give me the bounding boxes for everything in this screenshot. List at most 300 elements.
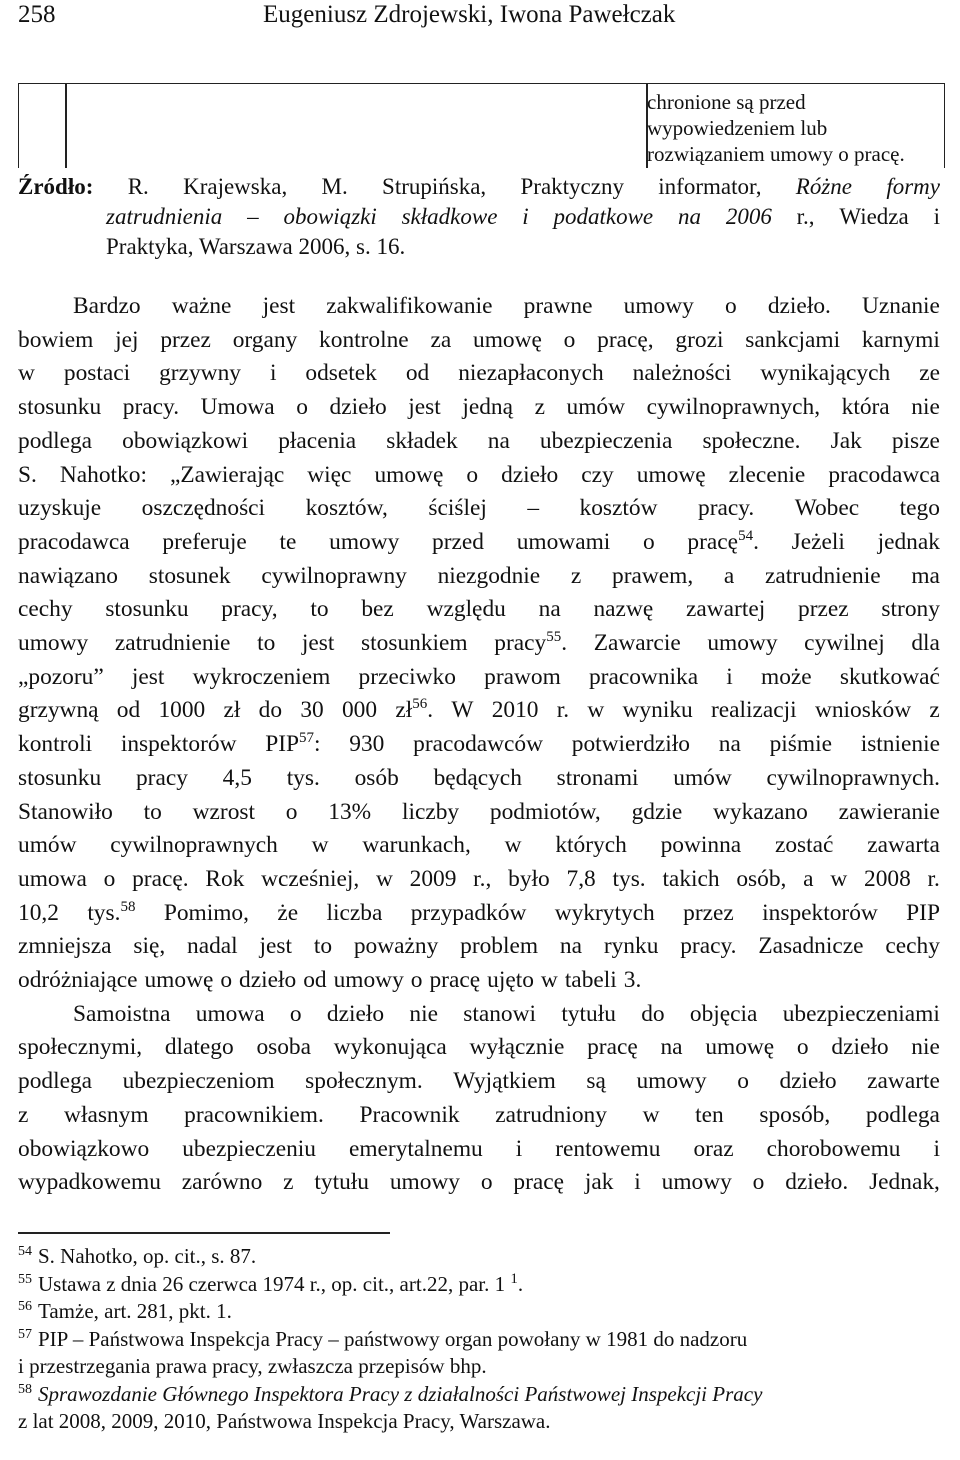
body-word: r. bbox=[556, 697, 570, 724]
body-line bbox=[18, 459, 940, 493]
body-word: pracę$^{54}$. bbox=[687, 528, 759, 555]
footnote-text: S. Nahotko, op. cit., s. 87. bbox=[38, 1244, 257, 1268]
source-word: 2006 bbox=[725, 204, 772, 229]
body-word: było bbox=[508, 865, 550, 892]
body-word: umowę bbox=[473, 326, 542, 353]
body-word: preferuje bbox=[162, 528, 247, 555]
footnote-number: 56 bbox=[18, 1299, 32, 1314]
body-word: grozi bbox=[675, 326, 724, 353]
body-word: S. bbox=[18, 461, 37, 488]
body-word: która bbox=[841, 394, 890, 421]
body-word: problem bbox=[460, 933, 539, 960]
body-word: Samoistna bbox=[73, 1000, 171, 1027]
body-word: nie bbox=[911, 394, 940, 421]
body-word: w bbox=[587, 697, 605, 724]
body-word: prawem, bbox=[612, 562, 694, 589]
body-word: liczba bbox=[326, 899, 383, 926]
body-word: oszczędności bbox=[141, 495, 266, 522]
body-word: to bbox=[143, 798, 162, 825]
body-word: rynku bbox=[603, 933, 659, 960]
footnote-reference: 58 bbox=[120, 898, 136, 915]
body-word: „pozoru” bbox=[18, 663, 104, 690]
body-word: stosunek bbox=[148, 562, 231, 589]
source-word: i bbox=[522, 204, 529, 229]
body-word: cywilnoprawnych, bbox=[646, 394, 821, 421]
body-word: społecznymi, bbox=[18, 1034, 143, 1061]
footnote-text: . bbox=[517, 1271, 524, 1296]
body-word: powinna bbox=[660, 832, 742, 859]
body-word: 13% bbox=[328, 798, 372, 825]
body-word: o bbox=[466, 461, 479, 488]
body-line bbox=[18, 425, 940, 459]
body-word: umowa bbox=[195, 1000, 265, 1027]
body-word: o bbox=[643, 528, 655, 555]
body-word: umowy bbox=[661, 1169, 732, 1196]
body-word: jest bbox=[131, 663, 165, 690]
body-line bbox=[18, 290, 940, 324]
body-word: obowiązkowi bbox=[122, 427, 249, 454]
source-word: podatkowe bbox=[553, 204, 654, 229]
body-word: warunkach, bbox=[362, 832, 471, 859]
body-word: z bbox=[283, 1169, 294, 1196]
body-word: od bbox=[116, 697, 141, 724]
body-word: strony bbox=[881, 596, 940, 623]
body-word: do bbox=[641, 1000, 665, 1027]
body-word: nadal bbox=[187, 933, 238, 960]
footnote-56 bbox=[18, 1298, 940, 1326]
body-line bbox=[18, 728, 940, 762]
body-word: niezgodnie bbox=[437, 562, 541, 589]
source-word: składkowe bbox=[401, 204, 498, 229]
table-column-divider bbox=[944, 84, 946, 168]
body-word: PIP$^{57}$: bbox=[265, 730, 321, 758]
body-word: dzieło bbox=[831, 1034, 889, 1061]
body-word: Jeżeli bbox=[791, 528, 845, 555]
body-word: umów bbox=[18, 832, 77, 859]
body-word: dzieło bbox=[239, 967, 297, 994]
body-word: bowiem bbox=[18, 326, 94, 353]
body-word: ściślej bbox=[428, 495, 487, 522]
body-word: ważne bbox=[171, 293, 232, 319]
body-word: wyłącznie bbox=[469, 1034, 565, 1061]
body-line bbox=[18, 897, 940, 931]
body-word: dzieło. bbox=[785, 1169, 849, 1196]
body-word: 000 bbox=[341, 697, 378, 724]
body-word: poważny bbox=[353, 933, 439, 960]
body-word: to bbox=[313, 933, 333, 960]
body-word: nawiązano bbox=[18, 562, 119, 589]
body-word: o bbox=[289, 1000, 302, 1027]
table-column-divider bbox=[65, 84, 67, 168]
body-word: Bardzo bbox=[73, 293, 141, 319]
footnote-57 bbox=[18, 1326, 940, 1354]
body-word: w bbox=[540, 967, 558, 994]
body-word: oraz bbox=[693, 1135, 734, 1162]
body-line bbox=[18, 998, 940, 1032]
body-word: r., bbox=[473, 865, 492, 892]
source-word: – bbox=[247, 204, 259, 229]
table-fragment bbox=[18, 83, 945, 168]
body-word: wykazano bbox=[713, 798, 808, 825]
body-line bbox=[18, 1166, 940, 1200]
body-line bbox=[18, 796, 940, 830]
body-word: z bbox=[534, 394, 545, 421]
body-word: podmiotów, bbox=[489, 798, 601, 825]
body-word: grzywną bbox=[18, 697, 99, 724]
body-word: przez bbox=[798, 596, 849, 623]
body-word: karnymi bbox=[861, 326, 940, 353]
body-word: o bbox=[480, 1169, 493, 1196]
body-word: ubezpieczeniu bbox=[182, 1135, 316, 1162]
body-word: Jak bbox=[830, 427, 862, 454]
body-word: o bbox=[103, 865, 116, 892]
body-word: umowy bbox=[329, 528, 400, 555]
body-text bbox=[18, 290, 940, 1200]
body-word: jest bbox=[262, 293, 296, 319]
source-word: zatrudnienia bbox=[106, 204, 223, 229]
table-cell-line: rozwiązaniem umowy o pracę. bbox=[647, 142, 905, 166]
body-word: zawieranie bbox=[838, 798, 940, 825]
body-line bbox=[18, 863, 940, 897]
body-line bbox=[18, 1099, 940, 1133]
body-word: że bbox=[277, 899, 299, 926]
body-word: wyniku bbox=[622, 697, 693, 724]
body-word: tytułu bbox=[314, 1169, 369, 1196]
body-word: jak bbox=[584, 1169, 614, 1196]
source-word: Wiedza bbox=[839, 204, 909, 229]
body-word: postaci bbox=[63, 360, 131, 387]
body-word: umowami bbox=[516, 528, 611, 555]
footnotes bbox=[18, 1243, 940, 1436]
table-cell-line: wypowiedzeniem lub bbox=[647, 116, 828, 140]
body-word: Pracownik bbox=[359, 1101, 460, 1128]
body-word: istnienie bbox=[860, 731, 940, 758]
body-line bbox=[18, 324, 940, 358]
body-word: umowy bbox=[623, 293, 694, 319]
footnote-text: Ustawa z dnia 26 czerwca 1974 r., op. cit., art.22, par. 1 bbox=[38, 1271, 506, 1296]
body-word: gdzie bbox=[631, 798, 683, 825]
body-word: z bbox=[18, 1101, 29, 1128]
body-word: prawne bbox=[523, 293, 593, 319]
source-word: Różne bbox=[795, 174, 852, 199]
body-word: Wyjątkiem bbox=[453, 1068, 556, 1095]
body-word: od bbox=[405, 360, 430, 387]
body-word: Stanowiło bbox=[18, 798, 113, 825]
body-word: PIP bbox=[906, 899, 940, 926]
body-word: kontrolne bbox=[319, 326, 409, 353]
source-line: Praktyka, Warszawa 2006, s. 16. bbox=[106, 234, 406, 259]
body-word: własnym bbox=[64, 1101, 149, 1128]
body-word: realizacji bbox=[710, 697, 797, 724]
body-line bbox=[18, 492, 940, 526]
body-word: Uznanie bbox=[862, 293, 940, 319]
body-word: prawom bbox=[484, 663, 561, 690]
body-line bbox=[18, 560, 940, 594]
body-word: czy bbox=[581, 461, 614, 488]
running-header bbox=[18, 0, 675, 30]
body-word: jedną bbox=[462, 394, 513, 421]
body-word: z bbox=[570, 562, 582, 589]
footnote-number: 55 bbox=[18, 1271, 32, 1287]
body-word: w bbox=[311, 832, 329, 859]
body-word: podlega bbox=[18, 1068, 93, 1095]
body-word: stosunku bbox=[18, 764, 102, 791]
body-word: wynikających bbox=[760, 360, 891, 387]
body-word: kontroli bbox=[18, 731, 93, 758]
source-label: Źródło: bbox=[18, 174, 94, 199]
body-word: zmniejsza bbox=[18, 933, 112, 960]
body-word: 3. bbox=[623, 967, 642, 994]
body-word: przez bbox=[160, 326, 211, 353]
body-word: odróżniające bbox=[18, 967, 138, 994]
body-line bbox=[18, 1065, 940, 1099]
body-word: tabeli bbox=[564, 967, 617, 994]
body-word: nie bbox=[409, 1000, 438, 1027]
body-word: „Zawierając bbox=[169, 461, 285, 488]
source-word: obowiązki bbox=[283, 204, 377, 229]
body-word: pracę. bbox=[132, 865, 189, 892]
body-word: wykroczeniem bbox=[192, 663, 331, 690]
body-word: jest bbox=[301, 630, 335, 657]
body-word: pracodawca bbox=[18, 528, 130, 555]
body-word: takich bbox=[662, 865, 720, 892]
body-word: r. bbox=[927, 865, 940, 892]
body-word: umowa bbox=[18, 865, 87, 892]
body-word: umowę bbox=[374, 461, 444, 488]
body-word: w bbox=[18, 360, 35, 387]
body-word: umów bbox=[673, 764, 732, 791]
body-word: zł bbox=[223, 697, 241, 724]
body-word: tytułu bbox=[561, 1000, 616, 1027]
body-line bbox=[18, 627, 940, 661]
body-word: dzieło. bbox=[767, 293, 831, 319]
body-word: umowy bbox=[333, 967, 404, 994]
body-word: z bbox=[929, 697, 940, 724]
body-word: na bbox=[487, 427, 510, 454]
body-word: W bbox=[451, 697, 474, 724]
body-word: o bbox=[296, 394, 308, 421]
body-word: umowy bbox=[389, 1169, 460, 1196]
body-word: się, bbox=[133, 933, 166, 960]
body-word: na bbox=[718, 731, 741, 758]
body-word: zatrudniony bbox=[495, 1101, 607, 1128]
body-word: o bbox=[563, 326, 576, 353]
body-word: społeczne. bbox=[702, 427, 801, 454]
body-word: 4,5 bbox=[222, 764, 252, 791]
body-word: pracy bbox=[135, 764, 188, 791]
body-line bbox=[18, 1133, 940, 1167]
body-line bbox=[18, 593, 940, 627]
body-word: objęcia bbox=[689, 1000, 758, 1027]
source-line bbox=[18, 172, 940, 202]
body-word: jest bbox=[408, 394, 441, 421]
body-word: osób bbox=[354, 764, 399, 791]
body-word: Nahotko: bbox=[59, 461, 147, 488]
body-word: wypadkowemu bbox=[18, 1169, 161, 1196]
body-word: umowę bbox=[636, 461, 706, 488]
body-word: 2008 bbox=[864, 865, 911, 892]
body-word: zlecenie bbox=[728, 461, 806, 488]
body-word: umowy bbox=[707, 630, 778, 657]
body-word: cywilnoprawnych. bbox=[766, 764, 940, 791]
body-line bbox=[18, 661, 940, 695]
body-word: zatrudnienie bbox=[114, 630, 231, 657]
body-word: kosztów bbox=[579, 495, 658, 522]
body-word: umowę bbox=[705, 1034, 775, 1061]
source-word: M. bbox=[321, 174, 348, 199]
footnote-number: 57 bbox=[18, 1326, 32, 1342]
body-word: a bbox=[803, 865, 814, 892]
source-word: Strupińska, bbox=[382, 174, 487, 199]
body-line bbox=[18, 762, 940, 796]
body-word: Zasadnicze bbox=[758, 933, 864, 960]
footnote-54 bbox=[18, 1243, 940, 1271]
body-word: względu bbox=[426, 596, 506, 623]
table-cell-line: chronione są przed bbox=[647, 90, 806, 114]
body-word: od bbox=[303, 967, 327, 994]
body-word: za bbox=[430, 326, 452, 353]
body-word: pisze bbox=[891, 427, 940, 454]
body-word: ubezpieczeniom bbox=[122, 1068, 275, 1095]
body-word: obowiązkowo bbox=[18, 1135, 150, 1162]
body-word: ma bbox=[911, 562, 940, 589]
body-word: 10,2 bbox=[18, 899, 59, 926]
source-word: na bbox=[677, 204, 701, 229]
footnote-57-continued: i przestrzegania prawa pracy, zwłaszcza przepisów bhp. bbox=[18, 1354, 487, 1378]
footnote-58 bbox=[18, 1381, 940, 1409]
body-word: cywilnoprawnych bbox=[110, 832, 278, 859]
body-word: pracę bbox=[513, 1169, 565, 1196]
body-word: przed bbox=[432, 528, 484, 555]
footnote-text: Tamże, art. 281, pkt. 1. bbox=[38, 1299, 232, 1323]
body-line bbox=[18, 930, 940, 964]
body-word: zawarte bbox=[867, 1068, 940, 1095]
body-word: płacenia bbox=[278, 427, 357, 454]
body-word: zakwalifikowanie bbox=[326, 293, 493, 319]
footnote-superscript: 1 bbox=[510, 1270, 518, 1287]
body-word: niezapłaconych bbox=[458, 360, 604, 387]
body-word: dzieło bbox=[779, 1068, 837, 1095]
body-word: pracodawców bbox=[413, 731, 544, 758]
body-word: Jednak, bbox=[869, 1169, 940, 1196]
body-word: odsetek bbox=[305, 360, 377, 387]
body-word: zatrudnienie bbox=[765, 562, 881, 589]
body-word: o bbox=[752, 1169, 765, 1196]
body-word: o bbox=[220, 967, 233, 994]
body-word: pracownikiem. bbox=[184, 1101, 324, 1128]
body-word: podlega bbox=[18, 427, 93, 454]
body-word: a bbox=[723, 562, 735, 589]
body-word: jest bbox=[259, 933, 292, 960]
footnote-number: 54 bbox=[18, 1244, 32, 1259]
body-word: pracodawca bbox=[828, 461, 940, 488]
body-word: 1000 bbox=[158, 697, 206, 724]
table-cell bbox=[647, 89, 905, 167]
body-word: do bbox=[258, 697, 283, 724]
body-word: społecznym. bbox=[305, 1068, 423, 1095]
body-word: tego bbox=[899, 495, 940, 522]
source-word: informator, bbox=[658, 174, 762, 199]
body-word: ubezpieczenia bbox=[539, 427, 673, 454]
body-word: liczby bbox=[401, 798, 460, 825]
authors: Eugeniusz Zdrojewski, Iwona Pawełczak bbox=[263, 1, 676, 28]
body-word: ubezpieczeniami bbox=[782, 1000, 940, 1027]
body-word: zawartej bbox=[686, 596, 766, 623]
body-word: stronami bbox=[556, 764, 639, 791]
body-word: pracy. bbox=[122, 394, 180, 421]
page-number: 258 bbox=[18, 1, 56, 28]
body-word: rentowemu bbox=[555, 1135, 661, 1162]
footnote-reference: 57 bbox=[299, 730, 315, 747]
footnote-number: 58 bbox=[18, 1381, 32, 1397]
body-word: dzieło bbox=[329, 394, 387, 421]
source-word: r., bbox=[796, 204, 815, 229]
body-word: wykrytych bbox=[554, 899, 655, 926]
body-word: i bbox=[634, 1169, 641, 1196]
body-word: pracy. bbox=[680, 933, 737, 960]
body-word: pracę bbox=[429, 967, 481, 994]
body-word: w bbox=[830, 865, 848, 892]
body-word: Pomimo, bbox=[163, 899, 249, 926]
body-word: i bbox=[515, 1135, 523, 1162]
body-line bbox=[18, 1031, 940, 1065]
body-word: 30 bbox=[300, 697, 324, 724]
footnote-reference: 54 bbox=[738, 528, 754, 545]
body-word: tys. bbox=[286, 764, 320, 791]
body-word: sankcjami bbox=[745, 326, 841, 353]
body-word: na bbox=[538, 596, 561, 623]
body-word: podlega bbox=[865, 1101, 940, 1128]
body-word: o bbox=[725, 293, 737, 319]
body-word: są bbox=[586, 1068, 606, 1095]
footnote-reference: 55 bbox=[546, 629, 562, 646]
body-word: o bbox=[796, 1034, 809, 1061]
source-word: Praktyczny bbox=[520, 174, 624, 199]
body-word: 2009 bbox=[409, 865, 457, 892]
body-word: przeciwko bbox=[358, 663, 456, 690]
body-word: jej bbox=[115, 326, 139, 353]
body-word: zarówno bbox=[181, 1169, 263, 1196]
body-word: ze bbox=[919, 360, 940, 387]
body-word: składek bbox=[386, 427, 458, 454]
body-word: umowę bbox=[144, 967, 214, 994]
body-word: i bbox=[726, 663, 733, 690]
body-word: tys. bbox=[612, 865, 646, 892]
body-word: pracę, bbox=[597, 326, 654, 353]
body-word: skutkować bbox=[839, 663, 940, 690]
body-word: należności bbox=[632, 360, 732, 387]
body-word: na bbox=[559, 933, 582, 960]
body-word: umów bbox=[566, 394, 626, 421]
body-word: cywilnej bbox=[804, 630, 885, 657]
body-word: o bbox=[285, 798, 298, 825]
body-word: wykonująca bbox=[333, 1034, 447, 1061]
body-word: pracę bbox=[587, 1034, 638, 1061]
body-word: stanowi bbox=[463, 1000, 537, 1027]
body-line bbox=[18, 694, 940, 728]
body-line bbox=[18, 829, 940, 863]
body-word: – bbox=[527, 495, 540, 522]
body-word: wcześniej, bbox=[261, 865, 360, 892]
body-word: umowy bbox=[18, 630, 89, 657]
body-word: których bbox=[555, 832, 627, 859]
body-word: w bbox=[504, 832, 522, 859]
footnote-reference: 56 bbox=[412, 696, 428, 713]
body-word: kosztów, bbox=[305, 495, 388, 522]
body-word: Umowa bbox=[200, 394, 275, 421]
body-word: przypadków bbox=[410, 899, 527, 926]
body-word: stosunku bbox=[18, 394, 102, 421]
